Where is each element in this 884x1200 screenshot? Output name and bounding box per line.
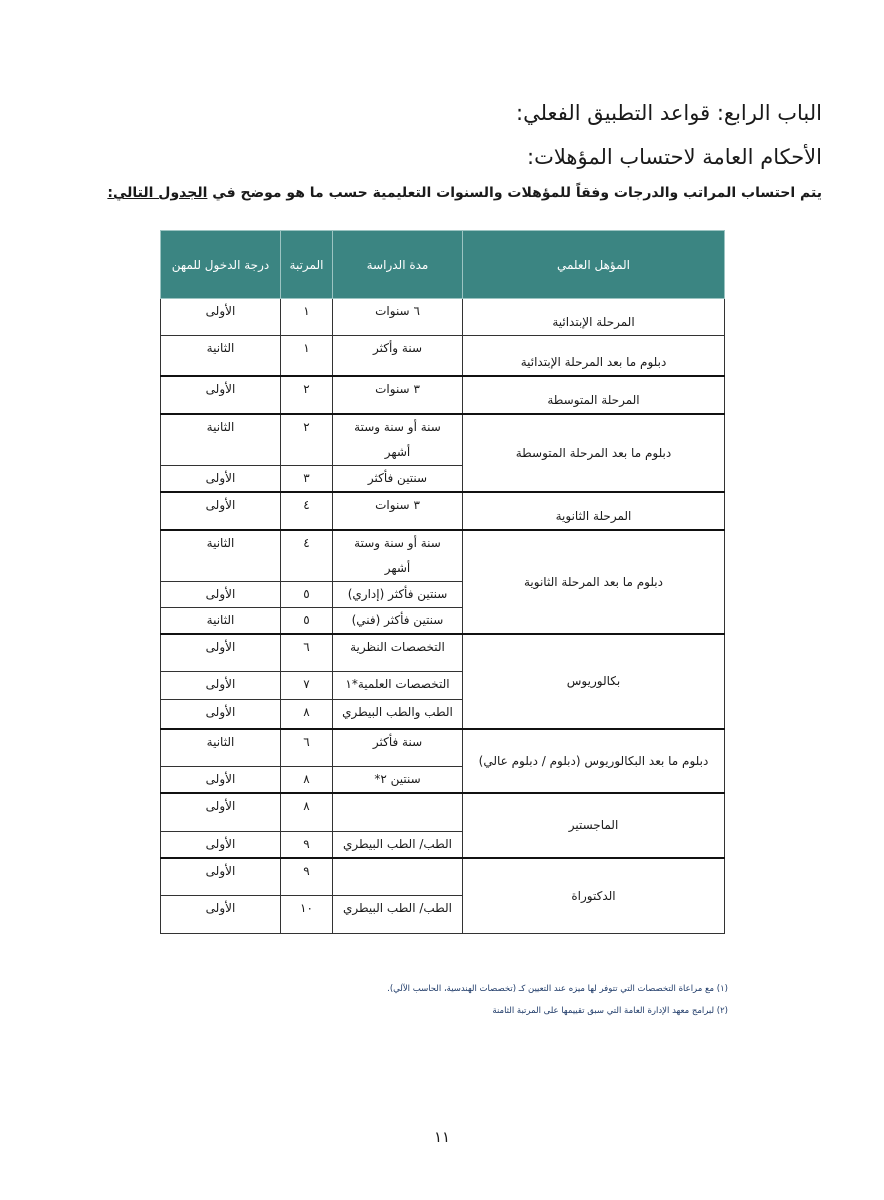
rank-cell: ٥ (281, 581, 333, 607)
rank-cell: ٧ (281, 672, 333, 700)
table-row (161, 299, 725, 336)
rank-cell: ١٠ (281, 896, 333, 934)
table-row (161, 492, 725, 530)
duration-cell: ٦ سنوات (333, 299, 463, 336)
qualification-cell: المرحلة المتوسطة (463, 376, 725, 414)
grade-cell: الأولى (161, 581, 281, 607)
qualification-cell: المرحلة الإبتدائية (463, 299, 725, 336)
rank-cell: ٥ (281, 607, 333, 634)
duration-cell: سنة أو سنة وستة أشهر (333, 414, 463, 466)
duration-cell: الطب والطب البيطري (333, 700, 463, 729)
grade-cell: الأولى (161, 831, 281, 858)
chapter-heading: الباب الرابع: قواعد التطبيق الفعلي: (516, 101, 822, 125)
duration-cell: التخصصات النظرية (333, 634, 463, 672)
rank-cell: ٢ (281, 414, 333, 466)
rank-cell: ١ (281, 299, 333, 336)
table-row (161, 858, 725, 896)
section-heading: الأحكام العامة لاحتساب المؤهلات: (527, 145, 822, 169)
table-row (161, 729, 725, 767)
table-row (161, 376, 725, 414)
grade-cell: الأولى (161, 672, 281, 700)
grade-cell: الثانية (161, 607, 281, 634)
header-grade: درجة الدخول للمهن (161, 231, 281, 299)
rank-cell: ٦ (281, 634, 333, 672)
table-row (161, 793, 725, 831)
grade-cell: الأولى (161, 465, 281, 492)
rank-cell: ٨ (281, 700, 333, 729)
rank-cell: ٤ (281, 530, 333, 582)
table-header-row (161, 231, 725, 299)
grade-cell: الأولى (161, 896, 281, 934)
intro-table-reference: الجدول التالي: (107, 185, 208, 201)
duration-cell: ٣ سنوات (333, 376, 463, 414)
qualification-cell: دبلوم ما بعد المرحلة المتوسطة (463, 414, 725, 492)
intro-paragraph (107, 185, 822, 201)
grade-cell: الأولى (161, 634, 281, 672)
qualification-cell: الدكتوراة (463, 858, 725, 934)
grade-cell: الأولى (161, 299, 281, 336)
qualification-cell: المرحلة الثانوية (463, 492, 725, 530)
duration-cell: سنتين ٢* (333, 767, 463, 794)
header-rank: المرتبة (281, 231, 333, 299)
qualification-cell: الماجستير (463, 793, 725, 858)
footnotes (387, 978, 728, 1022)
rank-cell: ٨ (281, 793, 333, 831)
header-qualification: المؤهل العلمي (463, 231, 725, 299)
rank-cell: ٤ (281, 492, 333, 530)
qualification-cell: بكالوريوس (463, 634, 725, 729)
table-row (161, 336, 725, 376)
duration-cell: التخصصات العلمية*١ (333, 672, 463, 700)
grade-cell: الأولى (161, 858, 281, 896)
rank-cell: ٢ (281, 376, 333, 414)
page-number: ١١ (433, 1128, 451, 1146)
duration-cell: ٣ سنوات (333, 492, 463, 530)
qualification-cell: دبلوم ما بعد المرحلة الإبتدائية (463, 336, 725, 376)
grade-cell: الأولى (161, 492, 281, 530)
rank-cell: ٣ (281, 465, 333, 492)
duration-cell: سنتين فأكثر (فني) (333, 607, 463, 634)
rank-cell: ٩ (281, 858, 333, 896)
duration-cell (333, 793, 463, 831)
grade-cell: الأولى (161, 700, 281, 729)
table-row (161, 414, 725, 466)
table-row (161, 530, 725, 582)
qualification-cell: دبلوم ما بعد المرحلة الثانوية (463, 530, 725, 634)
rank-cell: ٨ (281, 767, 333, 794)
duration-cell: سنة وأكثر (333, 336, 463, 376)
rank-cell: ١ (281, 336, 333, 376)
grade-cell: الثانية (161, 729, 281, 767)
qualifications-table (160, 230, 725, 934)
grade-cell: الأولى (161, 793, 281, 831)
grade-cell: الثانية (161, 530, 281, 582)
qualification-cell: دبلوم ما بعد البكالوريوس (دبلوم / دبلوم عالي) (463, 729, 725, 794)
grade-cell: الثانية (161, 336, 281, 376)
duration-cell: سنتين فأكثر (333, 465, 463, 492)
duration-cell: الطب/ الطب البيطري (333, 896, 463, 934)
grade-cell: الثانية (161, 414, 281, 466)
duration-cell: سنة أو سنة وستة أشهر (333, 530, 463, 582)
grade-cell: الأولى (161, 767, 281, 794)
duration-cell: سنتين فأكثر (إداري) (333, 581, 463, 607)
footnote-2: (٢) لبرامج معهد الإدارة العامة التي سبق تقييمها على المرتبة الثامنة (492, 1006, 728, 1016)
rank-cell: ٩ (281, 831, 333, 858)
duration-cell: الطب/ الطب البيطري (333, 831, 463, 858)
rank-cell: ٦ (281, 729, 333, 767)
header-duration: مدة الدراسة (333, 231, 463, 299)
footnote-1: (١) مع مراعاة التخصصات التي تتوفر لها ميزه عند التعيين كـ (تخصصات الهندسية، الحاسب الآلي). (387, 984, 728, 994)
table-row (161, 634, 725, 672)
duration-cell (333, 858, 463, 896)
grade-cell: الأولى (161, 376, 281, 414)
intro-main-text: يتم احتساب المراتب والدرجات وفقاً للمؤهلات والسنوات التعليمية حسب ما هو موضح في (212, 185, 822, 201)
duration-cell: سنة فأكثر (333, 729, 463, 767)
